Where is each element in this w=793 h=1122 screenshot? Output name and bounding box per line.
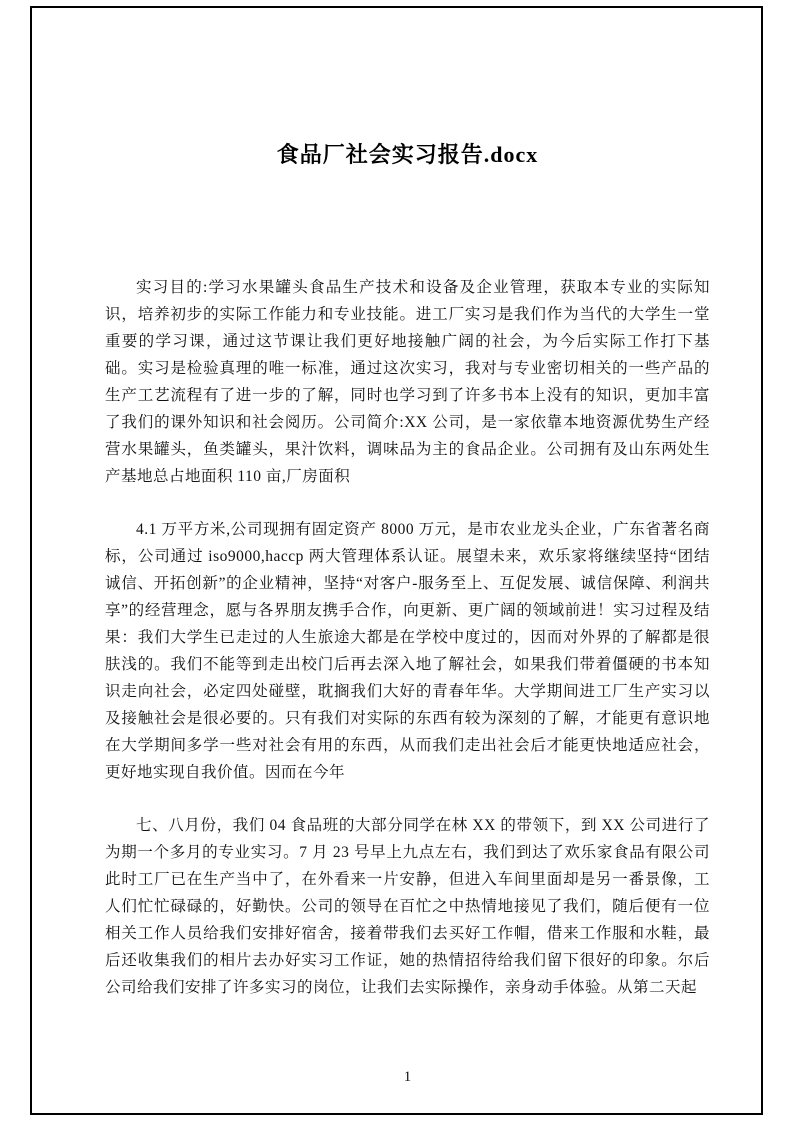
document-title: 食品厂社会实习报告.docx bbox=[276, 142, 539, 167]
page-number: 1 bbox=[403, 1069, 412, 1085]
paragraph: 实习目的:学习水果罐头食品生产技术和设备及企业管理，获取本专业的实际知识，培养初步的实际工作能力和专业技能。进工厂实习是我们作为当代的大学生一堂重要的学习课，通过这节课让我们更好地接触广阔的社会，为今后实际工作打下基础。实习是检验真理的唯一标准，通过这次实习，我对与专业密切相关的一些产品的生产工艺流程有了进一步的了解，同时也学习到了许多书本上没有的知识，更加丰富了我们的课外知识和社会阅历。公司简介:XX 公司，是一家依靠本地资源优势生产经营水果罐头，鱼类罐头，果汁饮料，调味品为主的食品企业。公司拥有及山东两处生产基地总占地面积 110 亩,厂房面积 bbox=[105, 279, 710, 485]
paragraph: 4.1 万平方米,公司现拥有固定资产 8000 万元，是市农业龙头企业，广东省著名商标，公司通过 iso9000,haccp 两大管理体系认证。展望未来，欢乐家将继续坚持“团结诚信、开拓创新”的企业精神，坚持“对客户-服务至上、互促发展、诚信保障、利润共享”的经营理念，愿与各界朋友携手合作，向更新、更广阔的领域前进！实习过程及结果：我们大学生已走过的人生旅途大都是在学校中度过的，因而对外界的了解都是很肤浅的。我们不能等到走出校门后再去深入地了解社会，如果我们带着僵硬的书本知识走向社会，必定四处碰壁，耽搁我们大好的青春年华。大学期间进工厂生产实习以及接触社会是很必要的。只有我们对实际的东西有较为深刻的了解，才能更有意识地在大学期间多学一些对社会有用的东西，从而我们走出社会后才能更快地适应社会，更好地实现自我价值。因而在今年 bbox=[105, 521, 710, 781]
document-body bbox=[105, 274, 710, 1001]
paragraph: 七、八月份，我们 04 食品班的大部分同学在林 XX 的带领下，到 XX 公司进行了为期一个多月的专业实习。7 月 23 号早上九点左右，我们到达了欢乐家食品有限公司此时工厂已在生产当中了，在外看来一片安静，但进入车间里面却是另一番景像，工人们忙忙碌碌的，好勤快。公司的领导在百忙之中热情地接见了我们，随后便有一位相关工作人员给我们安排好宿舍，接着带我们去买好工作帽，借来工作服和水鞋，最后还收集我们的相片去办好实习工作证，她的热情招待给我们留下很好的印象。尔后公司给我们安排了许多实习的岗位，让我们去实际操作，亲身动手体验。从第二天起 bbox=[105, 817, 710, 996]
